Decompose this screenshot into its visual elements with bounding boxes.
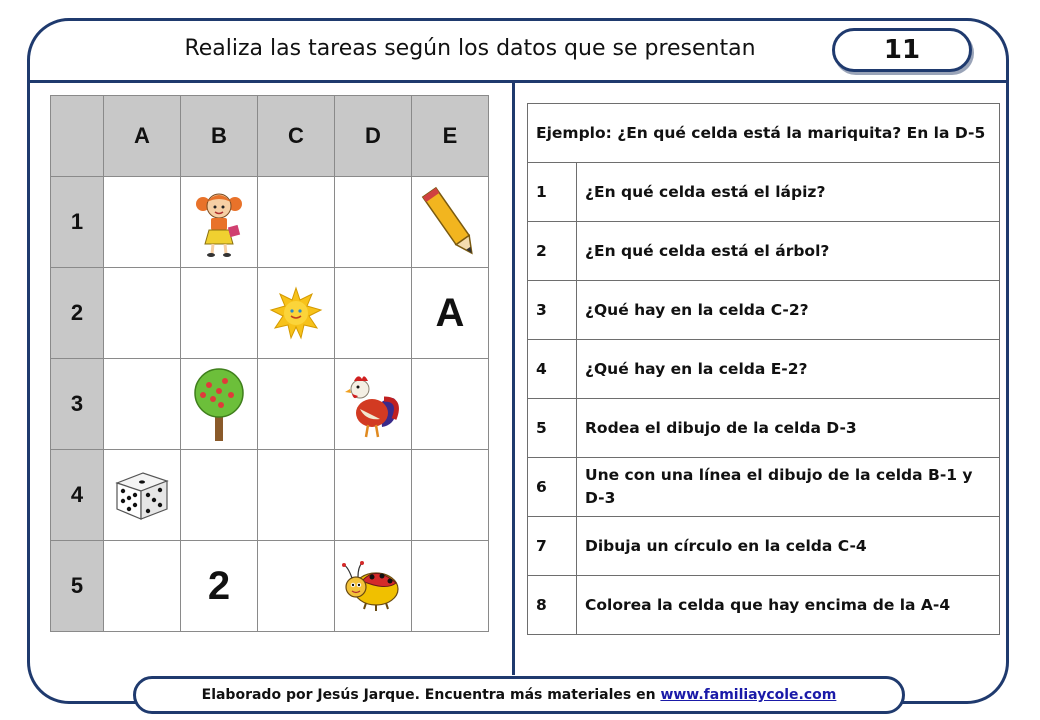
cell-a4 xyxy=(104,450,181,541)
question-row xyxy=(528,576,1000,635)
question-row xyxy=(528,163,1000,222)
question-row xyxy=(528,458,1000,517)
cell-c4 xyxy=(258,450,335,541)
page-title: Realiza las tareas según los datos que se presentan xyxy=(184,36,756,61)
col-header-e: E xyxy=(412,96,489,177)
col-header-b: B xyxy=(181,96,258,177)
cell-e5 xyxy=(412,541,489,632)
header-divider xyxy=(27,80,1009,83)
cell-e1 xyxy=(412,177,489,268)
grid-row-4 xyxy=(51,450,489,541)
cell-e2: A xyxy=(412,268,489,359)
coordinate-grid xyxy=(50,95,489,632)
pencil-icon xyxy=(418,180,482,264)
footer-link[interactable]: www.familiaycole.com xyxy=(660,687,837,703)
cell-a1 xyxy=(104,177,181,268)
row-header-5: 5 xyxy=(51,541,104,632)
col-header-d: D xyxy=(335,96,412,177)
page-number-badge: 11 xyxy=(832,28,972,72)
cell-b3 xyxy=(181,359,258,450)
col-header-c: C xyxy=(258,96,335,177)
cell-c1 xyxy=(258,177,335,268)
cell-a2 xyxy=(104,268,181,359)
cell-d1 xyxy=(335,177,412,268)
footer-credit xyxy=(133,676,905,714)
example-row xyxy=(528,104,1000,163)
question-text: Dibuja un círculo en la celda C-4 xyxy=(577,517,1000,576)
row-header-2: 2 xyxy=(51,268,104,359)
row-header-4: 4 xyxy=(51,450,104,541)
question-number: 1 xyxy=(528,163,577,222)
cell-a5 xyxy=(104,541,181,632)
row-header-3: 3 xyxy=(51,359,104,450)
cell-b5: 2 xyxy=(181,541,258,632)
col-header-a: A xyxy=(104,96,181,177)
question-number: 7 xyxy=(528,517,577,576)
question-number: 6 xyxy=(528,458,577,517)
question-number: 5 xyxy=(528,399,577,458)
grid-row-5 xyxy=(51,541,489,632)
cell-c3 xyxy=(258,359,335,450)
cell-b4 xyxy=(181,450,258,541)
cell-b1 xyxy=(181,177,258,268)
question-text: ¿En qué celda está el árbol? xyxy=(577,222,1000,281)
row-header-1: 1 xyxy=(51,177,104,268)
cell-e4 xyxy=(412,450,489,541)
cell-e3 xyxy=(412,359,489,450)
footer-text: Elaborado por Jesús Jarque. Encuentra más materiales en xyxy=(201,687,661,703)
question-row xyxy=(528,399,1000,458)
question-text: Rodea el dibujo de la celda D-3 xyxy=(577,399,1000,458)
cell-d2 xyxy=(335,268,412,359)
cell-d3 xyxy=(335,359,412,450)
example-text: Ejemplo: ¿En qué celda está la mariquita? En la D-5 xyxy=(528,104,1000,163)
question-text: Une con una línea el dibujo de la celda B-1 y D-3 xyxy=(577,458,1000,517)
cell-d5 xyxy=(335,541,412,632)
question-row xyxy=(528,281,1000,340)
tree-icon xyxy=(189,365,249,443)
questions-table xyxy=(527,103,1000,635)
cell-c5 xyxy=(258,541,335,632)
question-number: 8 xyxy=(528,576,577,635)
question-text: ¿En qué celda está el lápiz? xyxy=(577,163,1000,222)
question-text: Colorea la celda que hay encima de la A-4 xyxy=(577,576,1000,635)
question-number: 4 xyxy=(528,340,577,399)
question-number: 3 xyxy=(528,281,577,340)
grid-row-2 xyxy=(51,268,489,359)
sun-icon xyxy=(269,286,323,340)
grid-header-row xyxy=(51,96,489,177)
ladybug-icon xyxy=(342,559,404,613)
column-divider xyxy=(512,81,515,675)
question-text: ¿Qué hay en la celda C-2? xyxy=(577,281,1000,340)
dice-icon xyxy=(113,469,171,521)
grid-row-3 xyxy=(51,359,489,450)
question-row xyxy=(528,222,1000,281)
cell-c2 xyxy=(258,268,335,359)
girl-icon xyxy=(189,186,249,258)
grid-corner xyxy=(51,96,104,177)
cell-d4 xyxy=(335,450,412,541)
cell-a3 xyxy=(104,359,181,450)
grid-row-1 xyxy=(51,177,489,268)
question-number: 2 xyxy=(528,222,577,281)
question-row xyxy=(528,517,1000,576)
question-text: ¿Qué hay en la celda E-2? xyxy=(577,340,1000,399)
rooster-icon xyxy=(344,369,402,439)
question-row xyxy=(528,340,1000,399)
cell-b2 xyxy=(181,268,258,359)
